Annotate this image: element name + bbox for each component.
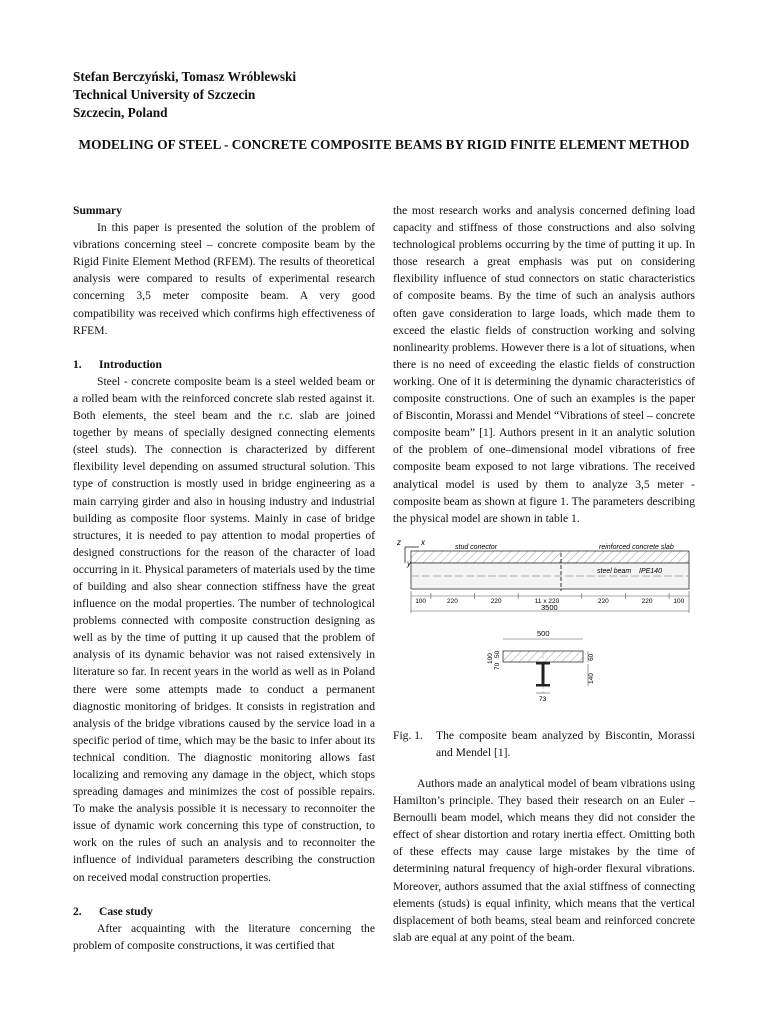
author-block <box>73 68 473 122</box>
case-study-number: 2. <box>73 904 82 918</box>
right-column <box>393 202 695 946</box>
spacing-label: 220 <box>490 597 502 605</box>
section-web <box>542 664 545 685</box>
cross-section <box>487 629 595 703</box>
total-length: 3500 <box>541 602 558 612</box>
dim-50: 50 <box>494 650 501 658</box>
summary-text: In this paper is presented the solution of the problem of vibrations concerning steel – concrete composite beam by the Rigid Finite Element Method (RFEM). The results of theoretical analysis were compared to results of experimental research concerning 3,5 meter composite beam. A very good compatibility was received which confirms high effectiveness of RFEM. <box>73 221 375 337</box>
axis-z-label: z <box>397 537 401 547</box>
location: Szczecin, Poland <box>73 105 168 120</box>
summary-heading: Summary <box>73 204 122 217</box>
spacing-label: 220 <box>641 597 653 605</box>
case-study-text: After acquainting with the literature concerning the problem of composite constructions, it was certified that <box>73 921 375 952</box>
axis-x-label: x <box>421 537 425 547</box>
figure-1 <box>393 533 695 723</box>
spacing-label: 220 <box>597 597 609 605</box>
spacing-label: 11 x 220 <box>534 597 560 605</box>
slab-width: 500 <box>537 628 550 638</box>
left-column <box>73 202 375 954</box>
case-study-title: Case study <box>99 904 153 918</box>
intro-text: Steel - concrete composite beam is a steel welded beam or a rolled beam with the reinforced concrete slab rested against it. Both elements, the steel beam and the r.c. slab are joined together by means of specially designed connecting elements (steel studs). The connection is characterized by different flexibility level depending on assumed structural solution. This type of construction is mostly used in bridge engineering as a main carrying girder and also in housing industry and industrial building as composite floor systems. Mainly in case of bridge structures, it is needed to pay attention to modal properties of designed constructions for the reason of the character of load occurring in it. Physical parameters of materials used by the time of building and also shear connection stiffness have the great influence on the modal properties. The number of technological problems connected with composite construction designing as well as by the time of putting it up caused that the problem of analysis of its dynamic behavior was not raised extensively in literature so far. In recent years in the world as well as in Poland there were some attempts made to conduct a permanent diagnostic monitoring of bridges. It consists in registration and analysis of the bridge vibrations caused by the service load in a specific period of time, which may be the basic to infer about its technical condition. The diagnostic monitoring allows fast localizing and removing any damage in the object, which stops spreading damages and minimizes the cost of possible repairs. To make the analysis possible it is necessary to reconnoiter the issue of dynamic work concerning this type of construction, to work on the rules of such an analysis and to reconnoiter the influence of individual parameters describing the construction on received modal construction properties. <box>73 374 375 884</box>
intro-title: Introduction <box>99 357 162 371</box>
slab-label: reinforced concrete slab <box>599 543 674 551</box>
right-paragraph-2: Authors made an analytical model of beam vibrations using Hamilton’s principle. They based their research on an Euler – Bernoulli beam model, which means they did not consider the effect of shear distortion and rotary inertia effect. Omitting both of these effects may cause large mistakes by the time of determining natural frequency of high-order flexural vibrations. Moreover, authors assumed that the axial stiffness of connecting elements (studs) is equal infinity, which means that the vertical displacement of both beams, steal beam and reinforced concrete slab are equal at any point of the beam. <box>393 776 695 944</box>
spacing-label: 220 <box>447 597 458 605</box>
concrete-slab <box>411 551 689 563</box>
profile-label: IPE140 <box>639 567 662 575</box>
right-paragraph-1: the most research works and analysis concerned defining load capacity and stiffness of those constructions and also solving technological problems occurring by the time of putting it up. In those research a great emphasis was put on considering flexibility influence of stud connectors on static characteristics of composite beams. By the time of such an analysis authors often gave consideration to large loads, which made them to exceed the elastic fields of construction working and solving nonlinearity problems. However there is a lot of situations, when there is no need of exceeding the elastic fields of construction working. One of it is determining the dynamic characteristics of composite constructions. One of such an examples is the paper of Biscontin, Morassi and Mendel “Vibrations of steel – concrete composite beam” [1]. Authors present in it an analytic solution of the problem of one–dimensional model vibrations of free composite beam exposed to not large vibrations. The received analytical model is used by them to analyze 3,5 meter - composite beam as shown at figure 1. The parameters describing the physical model are shown in table 1. <box>393 204 695 525</box>
flange-width: 73 <box>539 695 547 703</box>
beam-diagram <box>393 533 695 723</box>
spacing-label: 100 <box>415 597 427 605</box>
dim-70: 70 <box>494 662 501 670</box>
figure-caption <box>393 727 695 761</box>
intro-number: 1. <box>73 357 82 371</box>
paper-title: MODELING OF STEEL - CONCRETE COMPOSITE BEAMS BY RIGID FINITE ELEMENT METHOD <box>78 137 690 152</box>
dim-140: 140 <box>588 672 595 684</box>
stud-connector-label: stud conector <box>455 543 498 551</box>
intro-heading <box>73 356 375 373</box>
dim-60: 60 <box>588 653 595 661</box>
section-bottom-flange <box>536 684 550 687</box>
authors: Stefan Berczyński, Tomasz Wróblewski <box>73 69 297 84</box>
spacing-label: 100 <box>673 597 685 605</box>
caption-label: Fig. 1. <box>393 728 423 742</box>
case-study-heading <box>73 903 375 920</box>
affiliation: Technical University of Szczecin <box>73 87 256 102</box>
axis-y-label: y <box>407 558 411 568</box>
dim-100: 100 <box>487 652 494 664</box>
caption-text: The composite beam analyzed by Biscontin, Morassi and Mendel [1]. <box>436 728 695 759</box>
steel-beam-label: steel beam <box>597 567 632 575</box>
